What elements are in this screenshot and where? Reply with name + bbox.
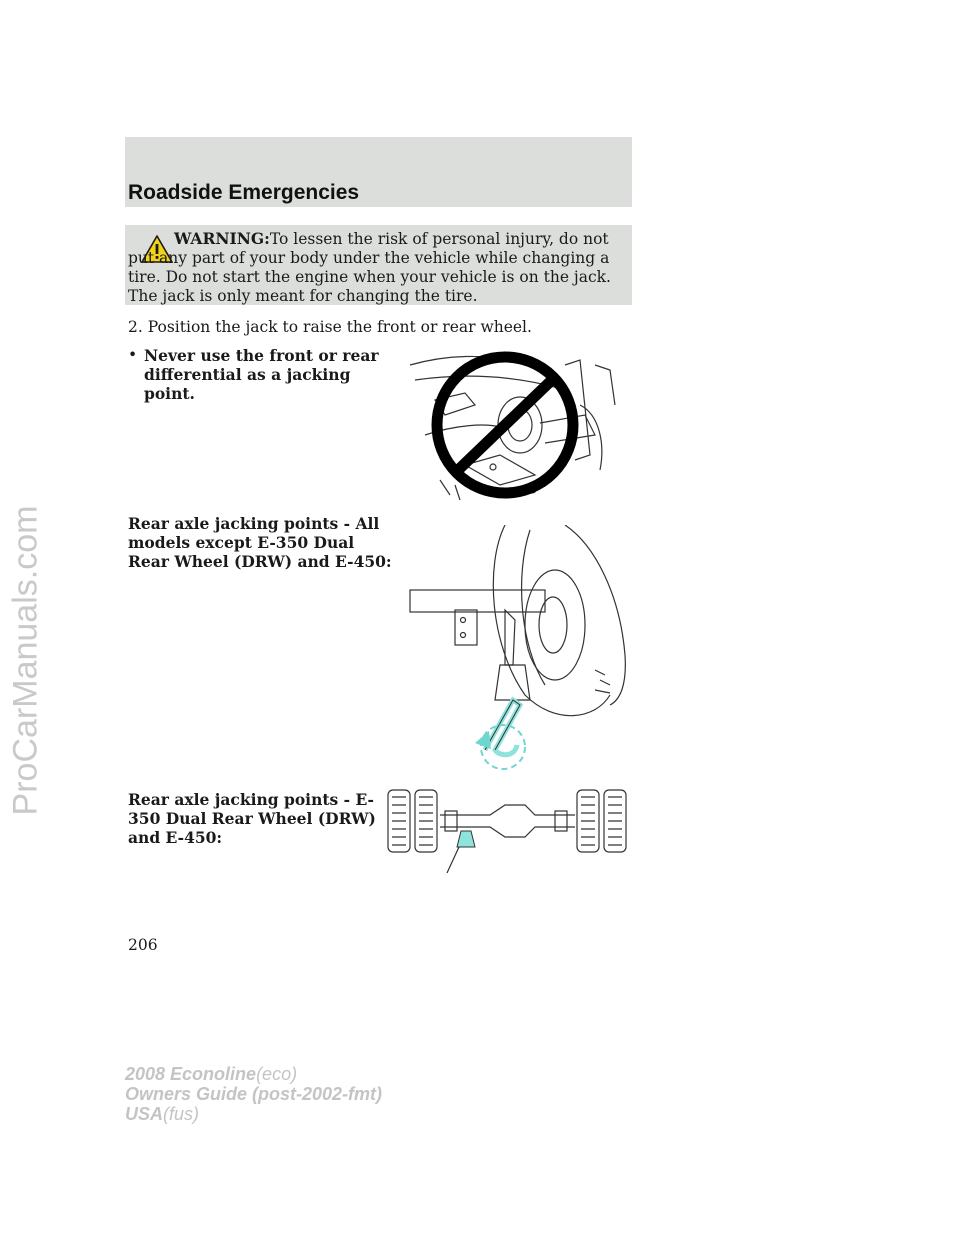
footer-model-code: (eco) [256,1064,298,1084]
differential-no-jack-illustration [405,345,620,505]
drw-axle-jack-illustration [385,785,635,885]
warning-label: WARNING: [174,229,270,248]
footer-guide: Owners Guide (post-2002-fmt) [125,1084,383,1104]
footer-model: 2008 Econoline [125,1064,257,1084]
warning-box [125,225,632,305]
footer-market-code: (fus) [163,1104,200,1124]
footer-line-1 [125,1064,382,1084]
caption-rear-axle-drw: Rear axle jacking points - E-350 Dual Rear Wheel (DRW) and E-450: [128,790,376,847]
watermark-text: ProCarManuals.com [6,505,45,815]
step-2-text: 2. Position the jack to raise the front or rear wheel. [128,318,532,336]
rear-axle-jack-illustration [405,525,635,780]
warning-text [128,229,628,306]
document-footer [125,1064,382,1124]
section-title: Roadside Emergencies [128,181,360,204]
footer-line-2 [125,1084,382,1104]
page-number: 206 [128,936,158,954]
side-watermark [2,380,50,940]
caption-rear-axle-standard: Rear axle jacking points - All models except E-350 Dual Rear Wheel (DRW) and E-450: [128,514,392,571]
warning-body: To lessen the risk of personal injury, do not put any part of your body under the vehicle while changing a tire. Do not start the engine when your vehicle is on the jack. The jack is only meant for changing the tire. [128,230,611,305]
bullet-text: Never use the front or rear differential as a jacking point. [144,346,379,403]
footer-line-3 [125,1104,382,1124]
bullet-symbol: • [128,346,138,364]
footer-market: USA [125,1104,164,1124]
